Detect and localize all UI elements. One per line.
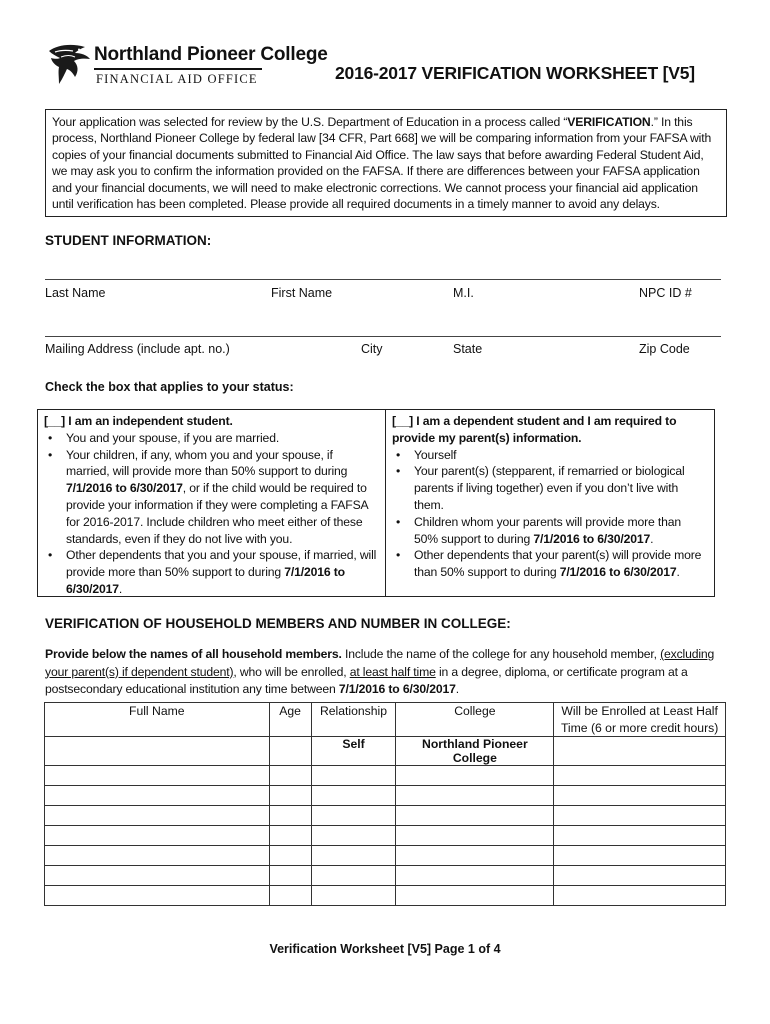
- list-item: • Yourself: [414, 447, 708, 464]
- household-heading: VERIFICATION OF HOUSEHOLD MEMBERS AND NUMBER IN COLLEGE:: [45, 616, 511, 631]
- column-header: Full Name: [45, 703, 270, 737]
- mi-label: M.I.: [453, 286, 474, 300]
- list-item: • Your parent(s) (stepparent, if remarried or biological parents if living together) even if you don’t live with them.: [414, 463, 708, 513]
- intro-text-a: Your application was selected for review by the U.S. Department of Education in a process called “: [52, 115, 568, 129]
- mailing-address-label: Mailing Address (include apt. no.): [45, 342, 230, 356]
- table-row: [45, 766, 726, 786]
- list-item: • Your children, if any, whom you and your spouse, if married, will provide more than 50% support to during 7/1/2016 to 6/30/2017, or if the child would be required to provide your information if they were completing a FAFSA for 2016-2017. Include children who meet either of these standards, even if they do not live with you.: [66, 447, 379, 548]
- column-header: College: [396, 703, 554, 737]
- table-row: [45, 806, 726, 826]
- npc-id-label: NPC ID #: [639, 286, 692, 300]
- household-instructions: Provide below the names of all household members. Include the name of the college for any household member, (excluding your parent(s) if dependent student), who will be enrolled, at least half time in a degree, diploma, or certificate program at a postsecondary educational institution any time between 7/1/2016 to 6/30/2017.: [45, 647, 715, 697]
- intro-bold: VERIFICATION: [567, 115, 651, 129]
- column-header: Relationship: [311, 703, 396, 737]
- list-item: • Other dependents that your parent(s) will provide more than 50% support to during 7/1/2016 to 6/30/2017.: [414, 547, 708, 581]
- independent-checkbox-label[interactable]: [__] I am an independent student.: [44, 414, 233, 428]
- table-row: [45, 866, 726, 886]
- table-row: [45, 846, 726, 866]
- eagle-logo-icon: [47, 43, 91, 85]
- intro-box: [45, 109, 727, 217]
- dependent-column[interactable]: [386, 410, 714, 596]
- state-label: State: [453, 342, 483, 356]
- list-item: • You and your spouse, if you are married.: [66, 430, 379, 447]
- office-name: FINANCIAL AID OFFICE: [96, 72, 258, 86]
- city-label: City: [361, 342, 383, 356]
- status-prompt: Check the box that applies to your status:: [45, 380, 294, 394]
- student-info-heading: STUDENT INFORMATION:: [45, 233, 212, 248]
- zip-label: Zip Code: [639, 342, 690, 356]
- intro-text-b: .” In this process, Northland Pioneer College by federal law [34 CFR, Part 668] we will be comparing information from your FAFSA with copies of your financial documents submitted to Financial Aid Office. The law says that before awarding Federal Student Aid, we may ask you to confirm the information provided on the FAFSA. If there are differences between your FAFSA application and your financial documents, we will need to make electronic corrections. We cannot process your financial aid application until verification has been completed. Please provide all required documents in a timely manner to avoid any delays.: [52, 115, 712, 212]
- page-title: 2016-2017 VERIFICATION WORKSHEET [V5]: [335, 63, 695, 83]
- address-line[interactable]: [45, 336, 721, 337]
- last-name-label: Last Name: [45, 286, 106, 300]
- table-row: [45, 737, 726, 766]
- column-header: Will be Enrolled at Least Half Time (6 or more credit hours): [554, 703, 726, 737]
- table-row: [45, 826, 726, 846]
- list-item: • Other dependents that you and your spouse, if married, will provide more than 50% support to during 7/1/2016 to 6/30/2017.: [66, 547, 379, 597]
- table-row: [45, 786, 726, 806]
- household-table: [44, 702, 726, 906]
- status-table: [37, 409, 715, 597]
- dependent-checkbox-label[interactable]: [__] I am a dependent student and I am required to provide my parent(s) information.: [392, 414, 677, 445]
- list-item: • Children whom your parents will provide more than 50% support to during 7/1/2016 to 6/30/2017.: [414, 514, 708, 548]
- relationship-self: Self: [311, 737, 396, 766]
- name-line[interactable]: [45, 279, 721, 280]
- page-footer: Verification Worksheet [V5] Page 1 of 4: [269, 942, 501, 956]
- table-row: [45, 886, 726, 906]
- independent-column[interactable]: [38, 410, 386, 596]
- college-npc: Northland Pioneer College: [396, 737, 554, 766]
- first-name-label: First Name: [271, 286, 333, 300]
- college-name: Northland Pioneer College: [94, 44, 328, 65]
- logo-divider: [94, 68, 262, 70]
- column-header: Age: [269, 703, 311, 737]
